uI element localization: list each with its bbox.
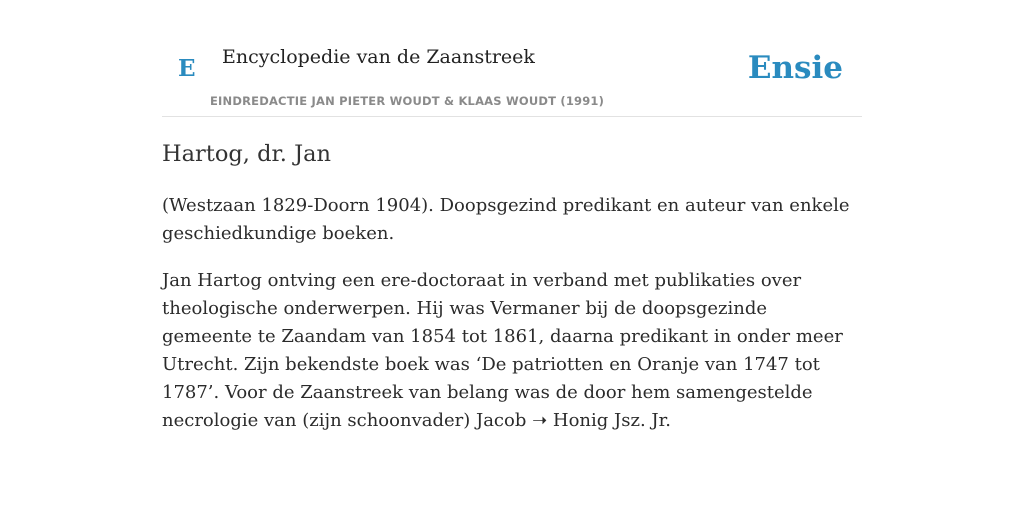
encyclopedia-title[interactable]: Encyclopedie van de Zaanstreek [222, 46, 535, 68]
encyclopedia-logo[interactable]: E [178, 55, 196, 82]
entry-body: Jan Hartog ontving een ere-doctoraat in verband met publikaties over theologische onderwerpen. Hij was Vermaner bij de doopsgezinde gemeente te Zaandam van 1854 tot 1861, daarna predikant in onder meer Utrecht. Zijn bekendste boek was ‘De patriotten en Oranje van 1747 tot 1787’. Voor de Zaanstreek van belang was de door hem samengestelde necrologie van (zijn schoonvader) Jacob ➝ Honig Jsz. Jr. [162, 270, 843, 431]
editors-line: EINDREDACTIE JAN PIETER WOUDT & KLAAS WOUDT (1991) [210, 94, 605, 108]
entry-title: Hartog, dr. Jan [162, 141, 332, 167]
ensie-brand-logo[interactable]: Ensie [747, 50, 843, 86]
article [162, 138, 862, 435]
entry-summary: (Westzaan 1829-Doorn 1904). Doopsgezind predikant en auteur van enkele geschiedkundige boeken. [162, 195, 850, 244]
encyclopedia-header [162, 40, 862, 117]
